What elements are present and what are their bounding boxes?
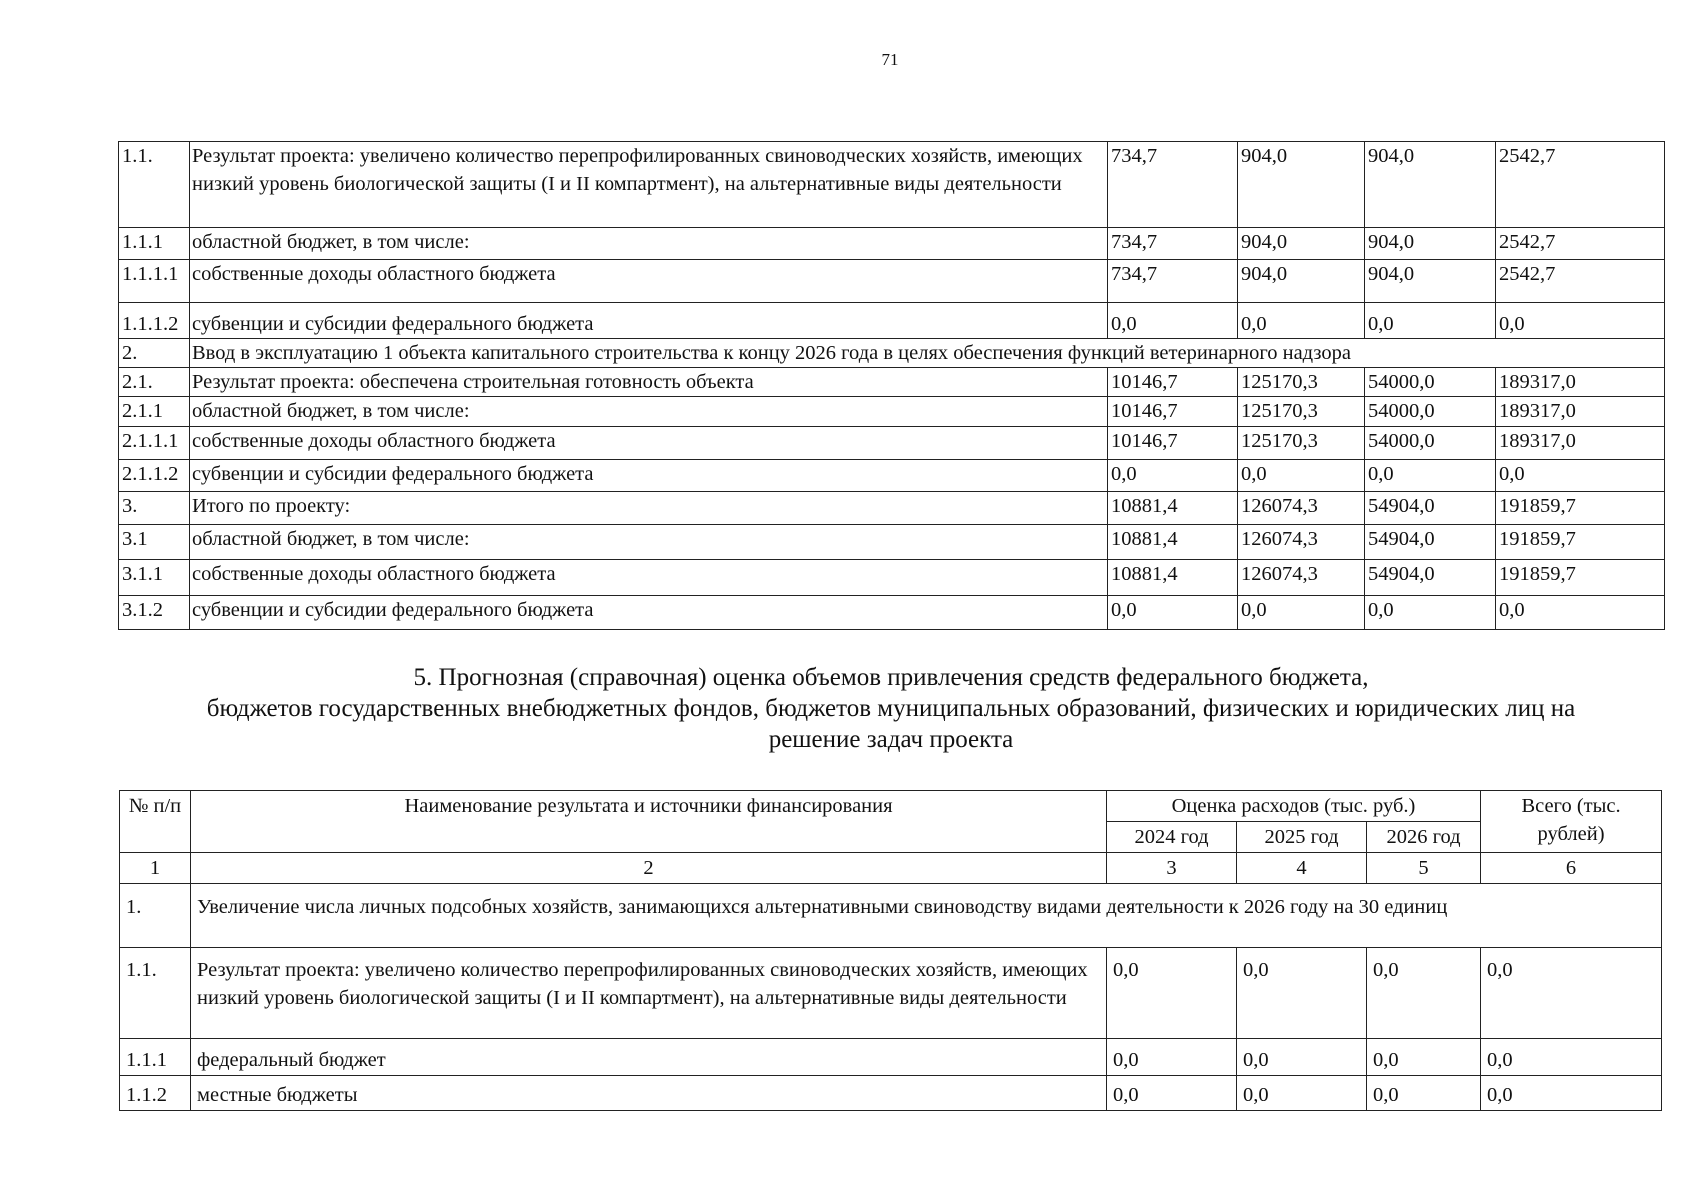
header-2024: 2024 год	[1107, 822, 1237, 853]
value-2024: 10146,7	[1108, 427, 1238, 460]
table-row	[120, 884, 1662, 948]
value-2024: 10146,7	[1108, 368, 1238, 397]
value-2024: 0,0	[1108, 460, 1238, 492]
value-total: 0,0	[1481, 948, 1662, 1039]
row-name: субвенции и субсидии федерального бюджета	[190, 596, 1108, 630]
value-2024: 734,7	[1108, 142, 1238, 228]
value-2026: 0,0	[1365, 596, 1496, 630]
table-row	[119, 303, 1665, 339]
col-number: 4	[1237, 853, 1367, 884]
row-name: собственные доходы областного бюджета	[190, 427, 1108, 460]
row-code: 1.1.1	[119, 228, 190, 260]
value-total: 191859,7	[1496, 492, 1665, 525]
row-code: 2.1.1	[119, 397, 190, 427]
value-2024: 10146,7	[1108, 397, 1238, 427]
row-code: 1.1.	[119, 142, 190, 228]
value-2026: 0,0	[1367, 1076, 1481, 1111]
value-total: 0,0	[1481, 1076, 1662, 1111]
value-2024: 734,7	[1108, 260, 1238, 303]
value-2025: 904,0	[1238, 260, 1365, 303]
col-number: 6	[1481, 853, 1662, 884]
value-2024: 0,0	[1107, 1076, 1237, 1111]
table-row	[119, 560, 1665, 596]
value-total: 0,0	[1496, 596, 1665, 630]
value-2026: 54000,0	[1365, 368, 1496, 397]
row-code: 1.	[120, 884, 191, 948]
row-code: 2.1.1.2	[119, 460, 190, 492]
goal-name: Ввод в эксплуатацию 1 объекта капитального строительства к концу 2026 года в целях обеспечения функций ветеринарного надзора	[190, 339, 1665, 368]
value-2025: 126074,3	[1238, 525, 1365, 560]
table-row	[119, 460, 1665, 492]
table-row	[120, 1076, 1662, 1111]
value-total: 2542,7	[1496, 142, 1665, 228]
col-number: 3	[1107, 853, 1237, 884]
value-total: 2542,7	[1496, 228, 1665, 260]
value-total: 191859,7	[1496, 560, 1665, 596]
row-name: субвенции и субсидии федерального бюджета	[190, 303, 1108, 339]
table-row	[119, 596, 1665, 630]
header-2025: 2025 год	[1237, 822, 1367, 853]
table-row	[119, 397, 1665, 427]
table-row	[119, 260, 1665, 303]
value-2025: 0,0	[1238, 596, 1365, 630]
value-2025: 0,0	[1238, 303, 1365, 339]
header-2026: 2026 год	[1367, 822, 1481, 853]
value-total: 0,0	[1496, 460, 1665, 492]
value-total: 191859,7	[1496, 525, 1665, 560]
value-total: 0,0	[1481, 1039, 1662, 1076]
row-name: федеральный бюджет	[191, 1039, 1107, 1076]
table-row	[119, 525, 1665, 560]
row-code: 1.1.1	[120, 1039, 191, 1076]
row-code: 3.1.2	[119, 596, 190, 630]
value-total: 189317,0	[1496, 427, 1665, 460]
row-code: 3.1.1	[119, 560, 190, 596]
value-2024: 0,0	[1107, 1039, 1237, 1076]
row-name: Результат проекта: обеспечена строительная готовность объекта	[190, 368, 1108, 397]
col-number: 2	[191, 853, 1107, 884]
funding-estimate-table	[119, 790, 1662, 1111]
col-number: 5	[1367, 853, 1481, 884]
row-name: собственные доходы областного бюджета	[190, 560, 1108, 596]
value-2026: 54904,0	[1365, 492, 1496, 525]
value-2026: 54904,0	[1365, 525, 1496, 560]
row-code: 2.1.1.1	[119, 427, 190, 460]
header-row	[120, 791, 1662, 822]
value-2026: 904,0	[1365, 228, 1496, 260]
value-2025: 0,0	[1237, 1076, 1367, 1111]
table-row	[120, 1039, 1662, 1076]
page-number: 71	[881, 50, 899, 69]
row-code: 2.	[119, 339, 190, 368]
section-5-title-line-1: 5. Прогнозная (справочная) оценка объемов привлечения средств федерального бюджета,	[413, 664, 1369, 691]
row-name: местные бюджеты	[191, 1076, 1107, 1111]
row-code: 1.1.1.1	[119, 260, 190, 303]
value-total: 2542,7	[1496, 260, 1665, 303]
row-name: Результат проекта: увеличено количество перепрофилированных свиноводческих хозяйств, имеющих низкий уровень биологической защиты (I и II компартмент), на альтернативные виды деятельности	[191, 948, 1107, 1039]
value-2025: 126074,3	[1238, 492, 1365, 525]
header-num: № п/п	[120, 791, 191, 853]
value-2026: 0,0	[1365, 460, 1496, 492]
row-code: 1.1.2	[120, 1076, 191, 1111]
header-name: Наименование результата и источники финансирования	[191, 791, 1107, 853]
row-code: 3.	[119, 492, 190, 525]
table-row	[119, 339, 1665, 368]
value-2026: 54000,0	[1365, 427, 1496, 460]
table-row	[119, 427, 1665, 460]
value-total: 189317,0	[1496, 397, 1665, 427]
header-total: Всего (тыс. рублей)	[1481, 791, 1662, 853]
goal-name: Увеличение числа личных подсобных хозяйств, занимающихся альтернативными свиноводству видами деятельности к 2026 году на 30 единиц	[191, 884, 1662, 948]
value-2026: 54000,0	[1365, 397, 1496, 427]
value-2025: 125170,3	[1238, 368, 1365, 397]
table-row	[119, 492, 1665, 525]
value-2024: 10881,4	[1108, 560, 1238, 596]
row-name: областной бюджет, в том числе:	[190, 397, 1108, 427]
section-5-title-line-2: бюджетов государственных внебюджетных фондов, бюджетов муниципальных образований, физических и юридических лиц на	[206, 695, 1576, 722]
value-2025: 126074,3	[1238, 560, 1365, 596]
table-row	[119, 228, 1665, 260]
value-2024: 0,0	[1107, 948, 1237, 1039]
value-2025: 0,0	[1237, 948, 1367, 1039]
table-row	[119, 142, 1665, 228]
row-code: 3.1	[119, 525, 190, 560]
value-2024: 10881,4	[1108, 525, 1238, 560]
header-estimate: Оценка расходов (тыс. руб.)	[1107, 791, 1481, 822]
value-2024: 0,0	[1108, 596, 1238, 630]
value-2025: 904,0	[1238, 142, 1365, 228]
value-total: 189317,0	[1496, 368, 1665, 397]
value-2026: 904,0	[1365, 142, 1496, 228]
column-number-row	[120, 853, 1662, 884]
value-2026: 0,0	[1367, 948, 1481, 1039]
value-2026: 54904,0	[1365, 560, 1496, 596]
row-name: собственные доходы областного бюджета	[190, 260, 1108, 303]
value-2024: 734,7	[1108, 228, 1238, 260]
value-2026: 0,0	[1365, 303, 1496, 339]
value-2026: 904,0	[1365, 260, 1496, 303]
table-row	[119, 368, 1665, 397]
row-name: областной бюджет, в том числе:	[190, 228, 1108, 260]
value-2025: 125170,3	[1238, 427, 1365, 460]
row-name: Результат проекта: увеличено количество перепрофилированных свиноводческих хозяйств, имеющих низкий уровень биологической защиты (I и II компартмент), на альтернативные виды деятельности	[190, 142, 1108, 228]
row-code: 1.1.1.2	[119, 303, 190, 339]
section-5-title-line-3: решение задач проекта	[768, 726, 1014, 753]
section-5-title	[118, 662, 1664, 755]
value-2024: 10881,4	[1108, 492, 1238, 525]
value-2024: 0,0	[1108, 303, 1238, 339]
row-name: Итого по проекту:	[190, 492, 1108, 525]
col-number: 1	[120, 853, 191, 884]
row-name: областной бюджет, в том числе:	[190, 525, 1108, 560]
value-2025: 0,0	[1237, 1039, 1367, 1076]
row-code: 2.1.	[119, 368, 190, 397]
value-2025: 904,0	[1238, 228, 1365, 260]
value-2025: 0,0	[1238, 460, 1365, 492]
row-name: субвенции и субсидии федерального бюджета	[190, 460, 1108, 492]
value-2026: 0,0	[1367, 1039, 1481, 1076]
value-2025: 125170,3	[1238, 397, 1365, 427]
value-total: 0,0	[1496, 303, 1665, 339]
financing-table-continued	[118, 141, 1665, 630]
table-row	[120, 948, 1662, 1039]
row-code: 1.1.	[120, 948, 191, 1039]
